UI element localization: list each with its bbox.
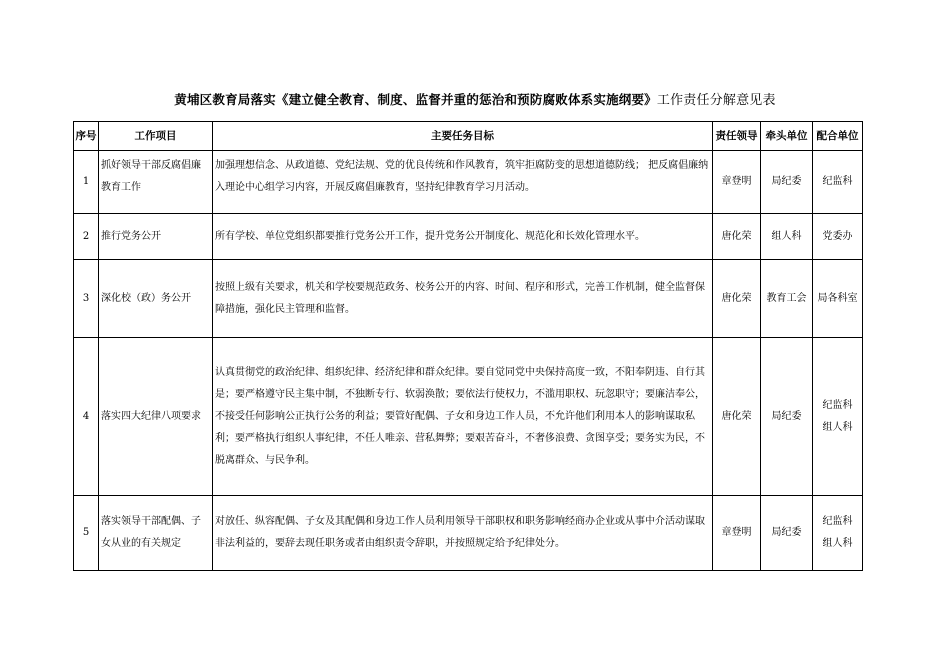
row-partners: 党委办 xyxy=(813,214,863,260)
header-lead-unit: 牵头单位 xyxy=(761,122,813,151)
header-no: 序号 xyxy=(74,122,99,151)
partner-unit: 组人科 xyxy=(822,421,853,433)
row-item: 落实领导干部配偶、子女从业的有关规定 xyxy=(99,496,213,571)
row-partners: 纪监科 xyxy=(813,151,863,214)
header-partners: 配合单位 xyxy=(813,122,863,151)
row-lead-unit: 局纪委 xyxy=(761,151,813,214)
partner-unit: 纪监科 xyxy=(822,516,853,527)
table-header-row xyxy=(74,122,863,151)
row-no: 5 xyxy=(74,496,99,571)
row-partners xyxy=(813,338,863,496)
row-target: 加强理想信念、从政道德、党纪法规、党的优良传统和作风教育，筑牢拒腐防变的思想道德防线； 把反腐倡廉纳入理论中心组学习内容，开展反腐倡廉教育，坚持纪律教育学习月活动。 xyxy=(213,151,713,214)
document-title xyxy=(0,89,950,108)
row-no: 2 xyxy=(74,214,99,260)
row-partners: 局各科室 xyxy=(813,260,863,338)
row-lead-unit: 局纪委 xyxy=(761,496,813,571)
partner-unit: 纪监科 xyxy=(822,399,853,411)
header-item: 工作项目 xyxy=(99,122,213,151)
row-leader: 章登明 xyxy=(713,496,761,571)
row-no: 1 xyxy=(74,151,99,214)
title-bold-part: 黄埔区教育局落实《建立健全教育、制度、监督并重的惩治和预防腐败体系实施纲要》 xyxy=(174,92,657,107)
partner-unit: 组人科 xyxy=(822,538,853,549)
title-normal-part: 工作责任分解意见表 xyxy=(656,93,776,108)
row-partners xyxy=(813,496,863,571)
row-target: 对放任、纵容配偶、子女及其配偶和身边工作人员利用领导干部职权和职务影响经商办企业或从事中介活动谋取非法利益的，要辞去现任职务或者由组织责令辞职，并按照规定给予纪律处分。 xyxy=(213,496,713,571)
row-item: 落实四大纪律八项要求 xyxy=(99,338,213,496)
row-leader: 唐化荣 xyxy=(713,214,761,260)
row-leader: 唐化荣 xyxy=(713,260,761,338)
row-no: 4 xyxy=(74,338,99,496)
table-row xyxy=(74,338,863,496)
row-no: 3 xyxy=(74,260,99,338)
table-row xyxy=(74,260,863,338)
table-row xyxy=(74,151,863,214)
row-item: 推行党务公开 xyxy=(99,214,213,260)
table-row xyxy=(74,214,863,260)
header-leader: 责任领导 xyxy=(713,122,761,151)
row-leader: 章登明 xyxy=(713,151,761,214)
row-target: 所有学校、单位党组织都要推行党务公开工作，提升党务公开制度化、规范化和长效化管理水平。 xyxy=(213,214,713,260)
row-target: 认真贯彻党的政治纪律、组织纪律、经济纪律和群众纪律。要自觉同党中央保持高度一致，不阳奉阴违、自行其是；要严格遵守民主集中制，不独断专行、软弱涣散；要依法行使权力，不滥用职权、玩忽职守；要廉洁奉公，不接受任何影响公正执行公务的利益；要管好配偶、子女和身边工作人员，不允许他们利用本人的影响谋取私利；要严格执行组织人事纪律，不任人唯亲、营私舞弊；要艰苦奋斗，不奢侈浪费、贪图享受；要务实为民，不脱离群众、与民争利。 xyxy=(213,338,713,496)
row-leader: 唐化荣 xyxy=(713,338,761,496)
table-row xyxy=(74,496,863,571)
responsibility-table xyxy=(73,121,863,571)
row-target: 按照上级有关要求，机关和学校要规范政务、校务公开的内容、时间、程序和形式，完善工作机制，健全监督保障措施，强化民主管理和监督。 xyxy=(213,260,713,338)
row-lead-unit: 组人科 xyxy=(761,214,813,260)
row-item: 深化校（政）务公开 xyxy=(99,260,213,338)
row-lead-unit: 局纪委 xyxy=(761,338,813,496)
row-item: 抓好领导干部反腐倡廉教育工作 xyxy=(99,151,213,214)
header-target: 主要任务目标 xyxy=(213,122,713,151)
row-lead-unit: 教育工会 xyxy=(761,260,813,338)
